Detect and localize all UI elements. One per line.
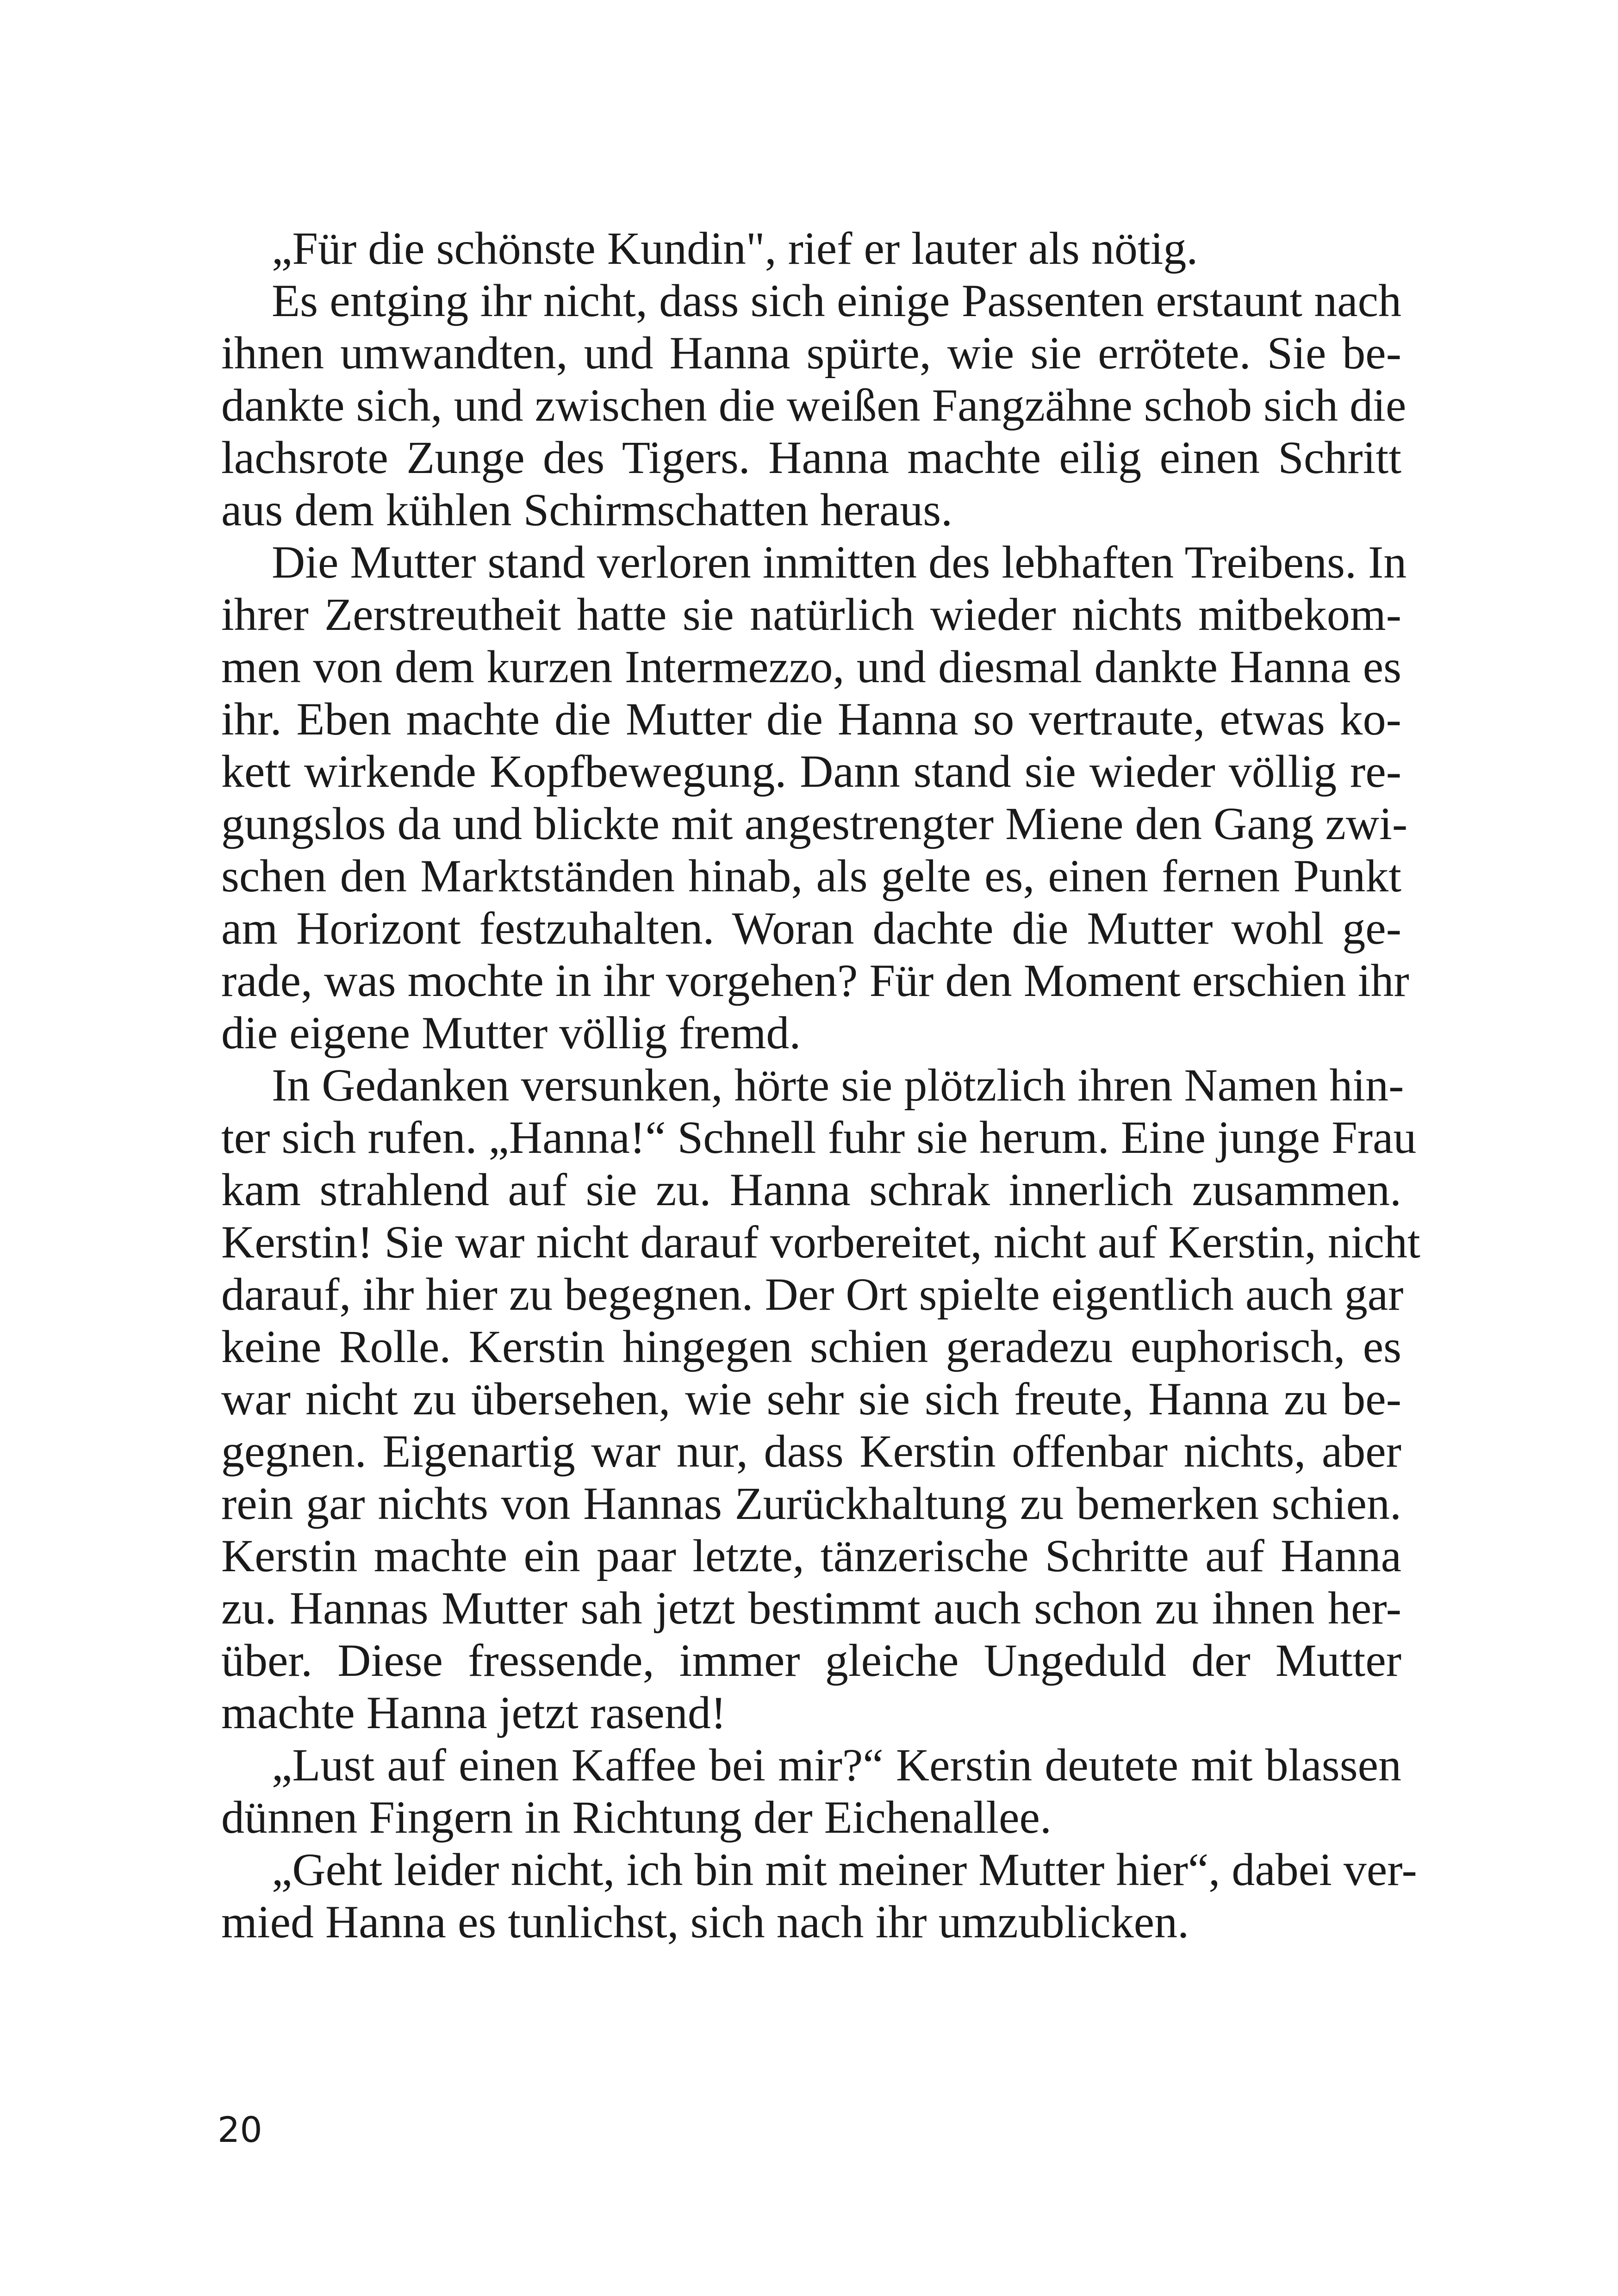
text-line: die eigene Mutter völlig fremd. xyxy=(221,1007,801,1058)
text-line: „Geht leider nicht, ich bin mit meiner Mutter hier“, dabei ver- xyxy=(272,1844,1417,1895)
text-line: Es entging ihr nicht, dass sich einige Passenten erstaunt nach xyxy=(272,275,1401,326)
text-line: Die Mutter stand verloren inmitten des lebhaften Treibens. In xyxy=(272,536,1407,588)
text-line: über. Diese fressende, immer gleiche Ungeduld der Mutter xyxy=(221,1635,1401,1686)
text-line: darauf, ihr hier zu begegnen. Der Ort spielte eigentlich auch gar xyxy=(221,1269,1404,1320)
text-line: ihnen umwandten, und Hanna spürte, wie sie errötete. Sie be- xyxy=(221,327,1401,379)
text-line: keine Rolle. Kerstin hingegen schien geradezu euphorisch, es xyxy=(221,1321,1401,1372)
text-line: rein gar nichts von Hannas Zurückhaltung zu bemerken schien. xyxy=(221,1478,1401,1529)
text-line: schen den Marktständen hinab, als gelte es, einen fernen Punkt xyxy=(221,850,1401,902)
text-line: lachsrote Zunge des Tigers. Hanna machte eilig einen Schritt xyxy=(221,432,1401,483)
text-line: Kerstin machte ein paar letzte, tänzerische Schritte auf Hanna xyxy=(221,1530,1401,1581)
text-line: ihr. Eben machte die Mutter die Hanna so vertraute, etwas ko- xyxy=(221,693,1401,745)
text-line: mied Hanna es tunlichst, sich nach ihr umzublicken. xyxy=(221,1896,1189,1948)
text-line: In Gedanken versunken, hörte sie plötzlich ihren Namen hin- xyxy=(272,1059,1404,1111)
text-line: war nicht zu übersehen, wie sehr sie sich freute, Hanna zu be- xyxy=(221,1373,1401,1425)
text-line: gungslos da und blickte mit angestrengter Miene den Gang zwi- xyxy=(221,798,1408,849)
text-line: gegnen. Eigenartig war nur, dass Kerstin offenbar nichts, aber xyxy=(221,1425,1401,1477)
text-line: machte Hanna jetzt rasend! xyxy=(221,1687,727,1738)
page-number: 20 xyxy=(218,2109,262,2150)
text-line: ter sich rufen. „Hanna!“ Schnell fuhr sie herum. Eine junge Frau xyxy=(221,1112,1417,1163)
text-line: am Horizont festzuhalten. Woran dachte die Mutter wohl ge- xyxy=(221,902,1401,954)
text-line: kett wirkende Kopfbewegung. Dann stand sie wieder völlig re- xyxy=(221,746,1401,797)
text-line: dünnen Fingern in Richtung der Eichenallee. xyxy=(221,1792,1052,1843)
text-line: men von dem kurzen Intermezzo, und diesmal dankte Hanna es xyxy=(221,641,1401,692)
text-line: dankte sich, und zwischen die weißen Fangzähne schob sich die xyxy=(221,380,1406,431)
text-line: kam strahlend auf sie zu. Hanna schrak innerlich zusammen. xyxy=(221,1164,1401,1215)
text-line: „Für die schönste Kundin", rief er lauter als nötig. xyxy=(272,223,1198,274)
text-line: Kerstin! Sie war nicht darauf vorbereitet, nicht auf Kerstin, nicht xyxy=(221,1216,1420,1268)
body-text xyxy=(221,222,1420,1948)
text-line: rade, was mochte in ihr vorgehen? Für den Moment erschien ihr xyxy=(221,955,1409,1006)
text-line: „Lust auf einen Kaffee bei mir?“ Kerstin deutete mit blassen xyxy=(272,1739,1401,1791)
text-line: aus dem kühlen Schirmschatten heraus. xyxy=(221,484,953,535)
text-line: zu. Hannas Mutter sah jetzt bestimmt auch schon zu ihnen her- xyxy=(221,1582,1401,1634)
text-line: ihrer Zerstreutheit hatte sie natürlich wieder nichts mitbekom- xyxy=(221,589,1401,640)
